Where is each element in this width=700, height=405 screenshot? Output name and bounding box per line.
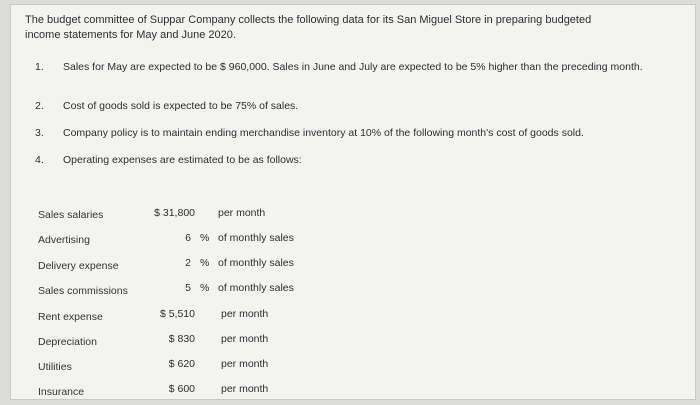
percent-sign: %: [200, 282, 210, 294]
expense-label: Insurance: [38, 386, 85, 398]
expense-unit: of monthly sales: [218, 232, 294, 244]
item-text: Company policy is to maintain ending merchandise inventory at 10% of the following month's cost of goods sold.: [63, 127, 584, 139]
expense-label: Delivery expense: [38, 260, 119, 272]
item-number: 2.: [35, 100, 44, 112]
expense-unit: per month: [221, 333, 269, 345]
problem-card: [10, 4, 696, 400]
expense-percent: 6: [185, 232, 191, 244]
expense-label: Advertising: [38, 234, 90, 246]
expense-amount: $ 600: [168, 383, 195, 395]
percent-sign: %: [200, 232, 210, 244]
item-number: 4.: [35, 154, 44, 166]
expense-percent: 2: [185, 257, 191, 269]
expense-label: Sales commissions: [38, 285, 128, 297]
expense-amount: $ 620: [168, 358, 195, 370]
item-text: Operating expenses are estimated to be as follows:: [63, 154, 302, 166]
expense-amount: $ 830: [168, 333, 195, 345]
expense-unit: per month: [221, 358, 269, 370]
percent-sign: %: [200, 257, 210, 269]
item-number: 3.: [35, 127, 44, 139]
expense-unit: per month: [218, 207, 266, 219]
expense-label: Rent expense: [38, 311, 103, 323]
intro-text: The budget committee of Suppar Company collects the following data for its San Miguel Store in preparing budgeted income statements for May and June 2020.: [25, 14, 592, 41]
expense-amount: $ 5,510: [159, 308, 195, 320]
expense-unit: of monthly sales: [218, 282, 294, 294]
expense-unit: per month: [221, 383, 269, 395]
expense-unit: of monthly sales: [218, 257, 294, 269]
expense-label: Utilities: [38, 361, 72, 373]
expense-unit: per month: [221, 308, 269, 320]
item-text: Sales for May are expected to be $ 960,000. Sales in June and July are expected to be 5% higher than the preceding month.: [63, 61, 643, 73]
expense-percent: 5: [185, 282, 191, 294]
expense-label: Depreciation: [38, 336, 97, 348]
expense-amount: $ 31,800: [154, 207, 195, 219]
expense-label: Sales salaries: [38, 209, 104, 221]
item-number: 1.: [35, 61, 44, 73]
item-text: Cost of goods sold is expected to be 75% of sales.: [63, 100, 299, 112]
